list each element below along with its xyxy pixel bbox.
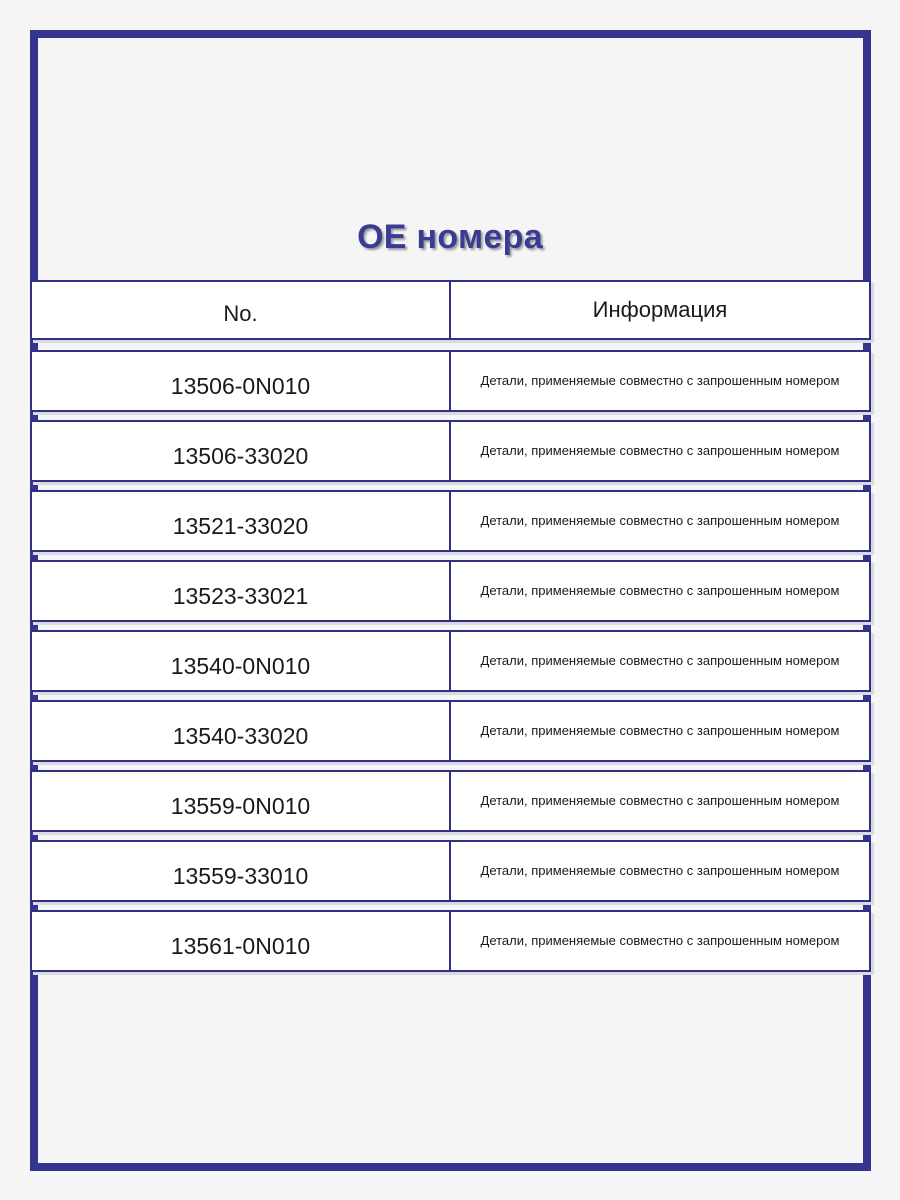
part-number: 13523-33021	[32, 562, 451, 620]
table-row	[30, 560, 871, 622]
table-row	[30, 420, 871, 482]
table-row	[30, 700, 871, 762]
part-number: 13506-33020	[32, 422, 451, 480]
part-info: Детали, применяемые совместно с запрошенным номером	[480, 512, 840, 528]
part-number: 13559-0N010	[32, 772, 451, 830]
part-info: Детали, применяемые совместно с запрошенным номером	[480, 722, 840, 738]
part-info: Детали, применяемые совместно с запрошенным номером	[480, 582, 840, 598]
table-row	[30, 770, 871, 832]
part-info: Детали, применяемые совместно с запрошенным номером	[480, 372, 840, 388]
part-number: 13540-0N010	[32, 632, 451, 690]
table-header-row	[30, 280, 871, 340]
part-number: 13521-33020	[32, 492, 451, 550]
part-info: Детали, применяемые совместно с запрошенным номером	[480, 932, 840, 948]
part-number: 13506-0N010	[32, 352, 451, 410]
part-info: Детали, применяемые совместно с запрошенным номером	[480, 652, 840, 668]
table-row	[30, 840, 871, 902]
header-info: Информация	[592, 297, 728, 322]
part-info: Детали, применяемые совместно с запрошенным номером	[480, 442, 840, 458]
part-number: 13540-33020	[32, 702, 451, 760]
header-no: No.	[32, 282, 451, 338]
part-info: Детали, применяемые совместно с запрошенным номером	[480, 862, 840, 878]
table-row	[30, 910, 871, 972]
table-row	[30, 490, 871, 552]
part-number: 13561-0N010	[32, 912, 451, 970]
part-info: Детали, применяемые совместно с запрошенным номером	[480, 792, 840, 808]
page-title: OE номера	[357, 218, 543, 256]
part-number: 13559-33010	[32, 842, 451, 900]
table-row	[30, 630, 871, 692]
table-row	[30, 350, 871, 412]
